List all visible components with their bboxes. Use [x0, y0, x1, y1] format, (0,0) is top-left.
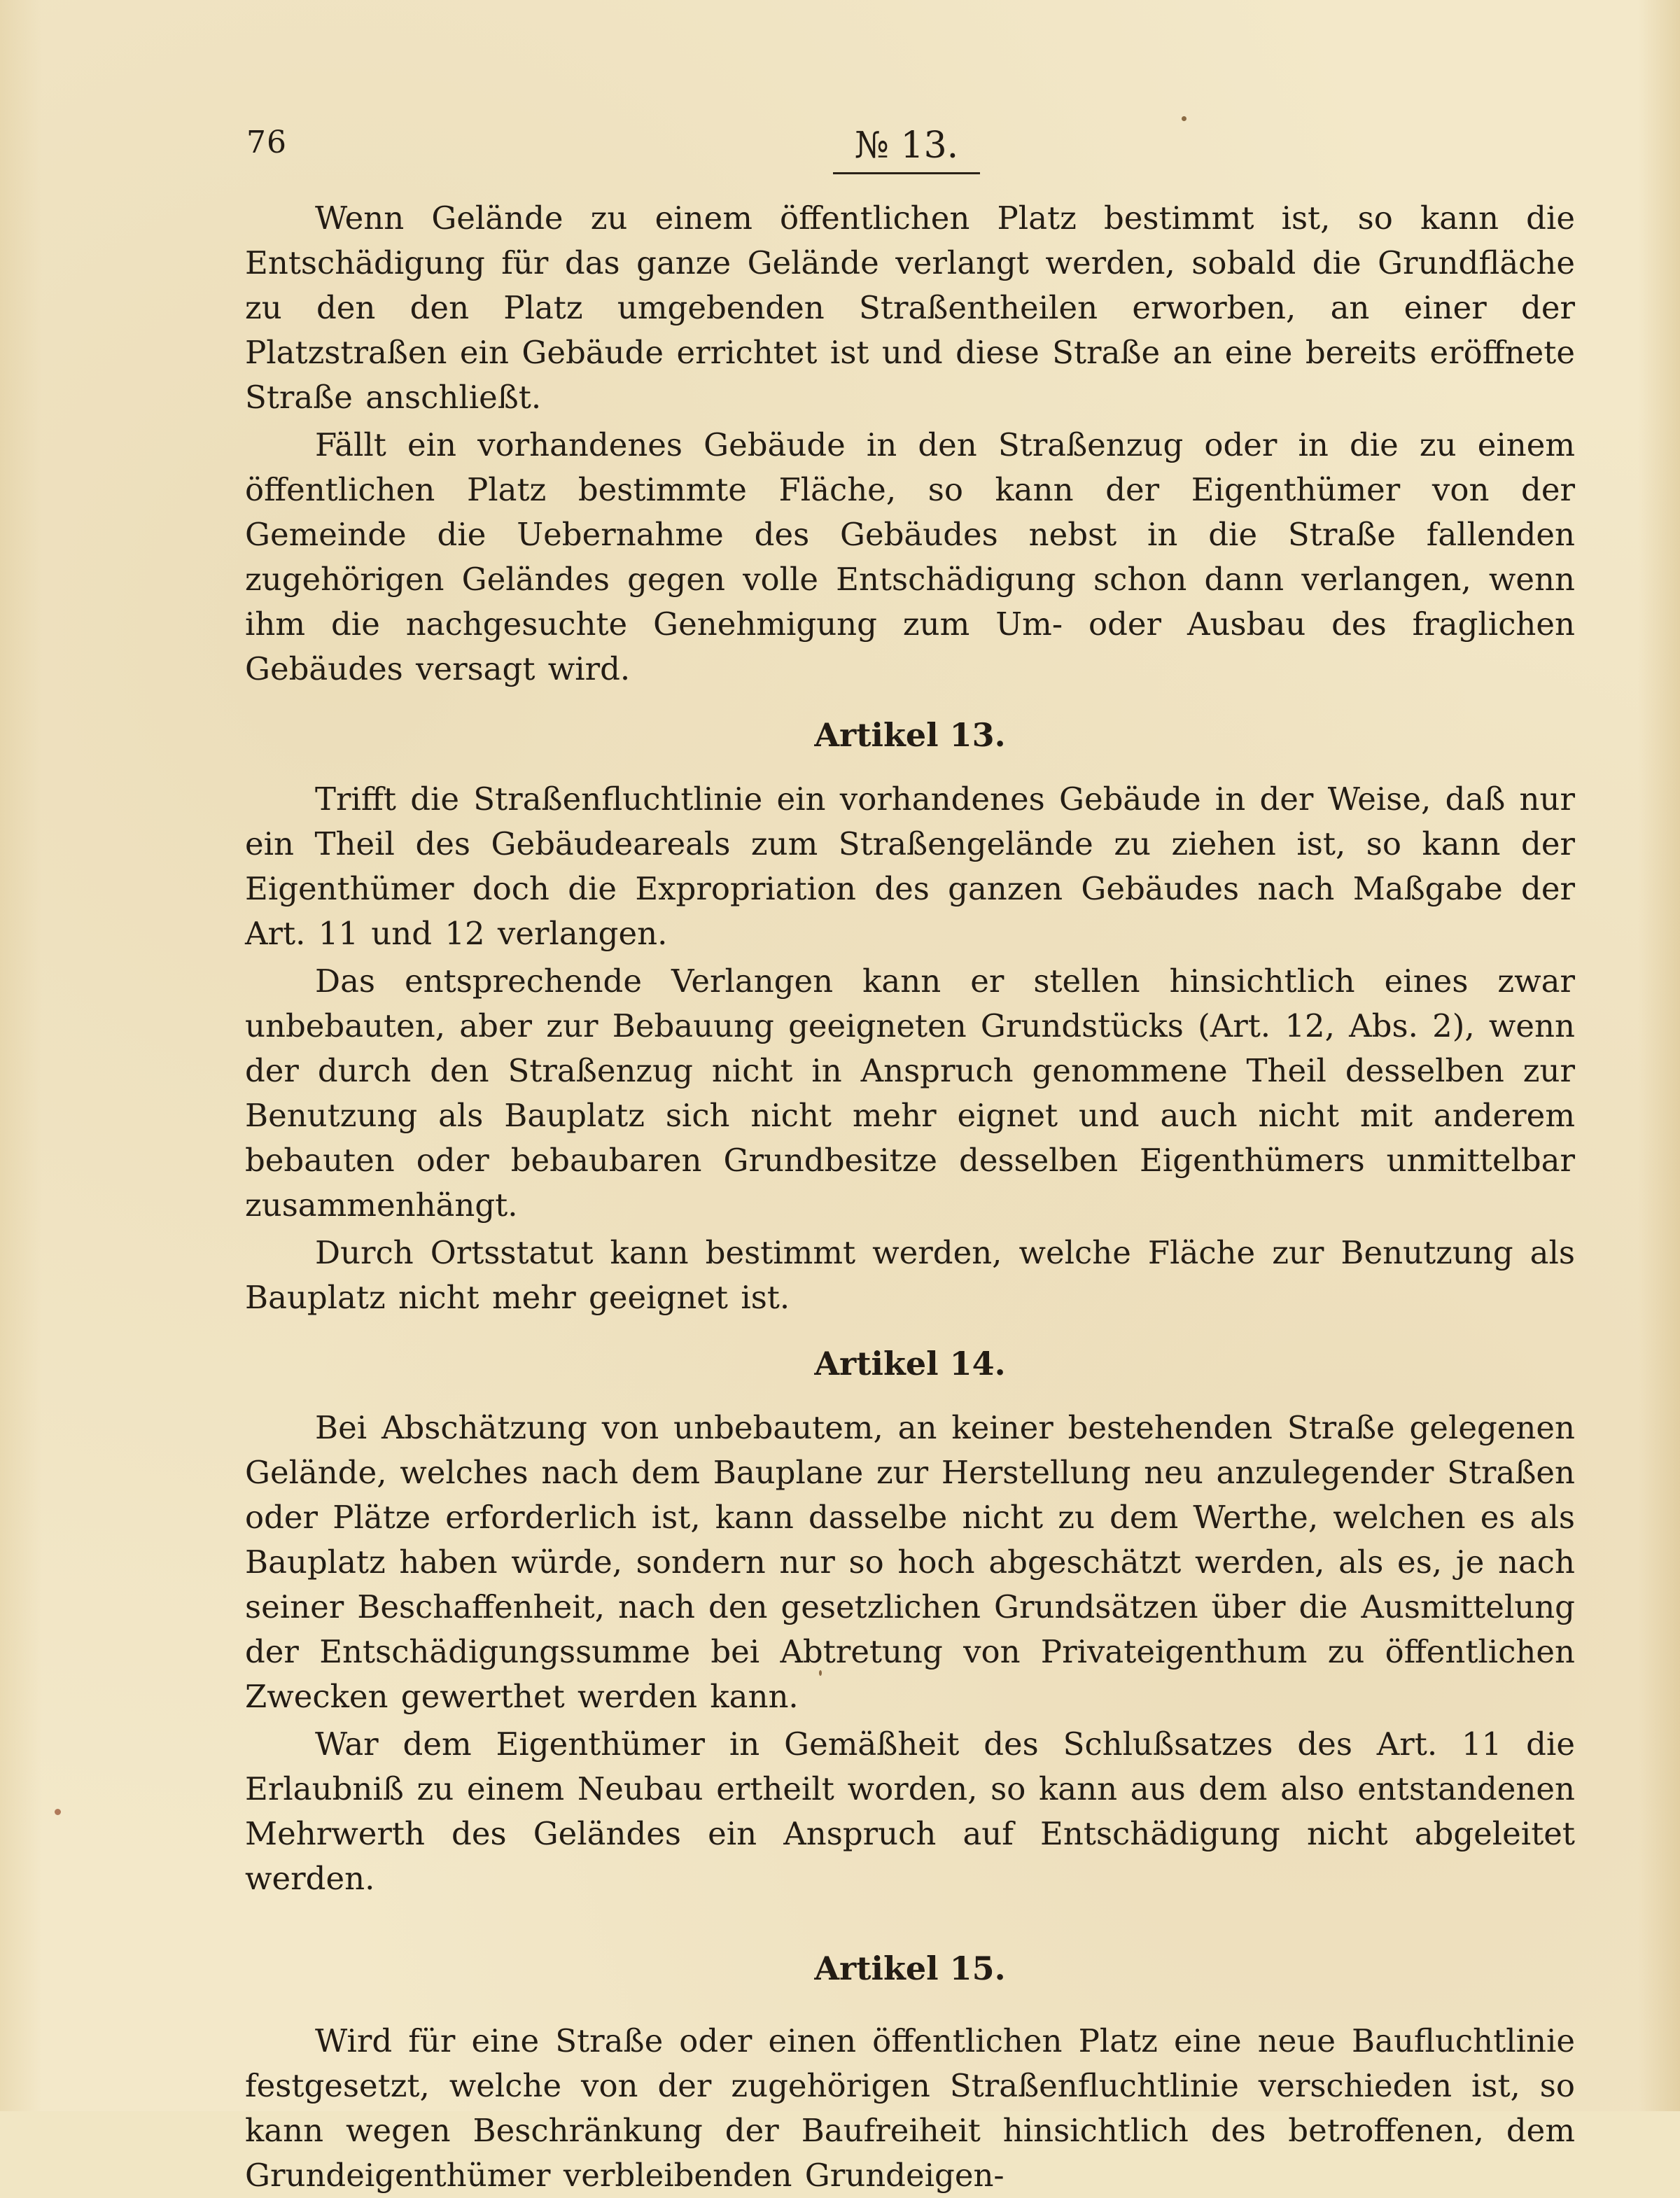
paper-speck	[819, 1670, 822, 1676]
paper-speck	[1182, 116, 1186, 121]
paragraph: Durch Ortsstatut kann bestimmt werden, welche Fläche zur Benutzung als Bauplatz nicht mehr geeignet ist.	[245, 1234, 1575, 1316]
paragraph: Fällt ein vorhandenes Gebäude in den Straßenzug oder in die zu einem öffentlichen Platz bestimmte Fläche, so kann der Eigenthümer von der Gemeinde die Uebernahme des Gebäudes nebst in die Straße fallenden zugehörigen Geländes gegen volle Entschädigung schon dann verlangen, wenn ihm die nachgesuchte Genehmigung zum Um- oder Ausbau des fraglichen Gebäudes versagt wird.	[245, 426, 1575, 687]
article-heading: Artikel 14.	[814, 1345, 1006, 1382]
paragraph: Trifft die Straßenfluchtlinie ein vorhandenes Gebäude in der Weise, daß nur ein Theil des Gebäudeareals zum Straßengelände zu ziehen ist, so kann der Eigenthümer doch die Expropriation des ganzen Gebäudes nach Maßgabe der Art. 11 und 12 verlangen.	[245, 780, 1575, 952]
paper-speck	[55, 1809, 61, 1815]
paragraph: War dem Eigenthümer in Gemäßheit des Schlußsatzes des Art. 11 die Erlaubniß zu einem Neubau ertheilt worden, so kann aus dem also entstandenen Mehrwerth des Geländes ein Anspruch auf Entschädigung nicht abgeleitet werden.	[245, 1726, 1575, 1897]
paragraph: Das entsprechende Verlangen kann er stellen hinsichtlich eines zwar unbebauten, aber zur Bebauung geeigneten Grundstücks (Art. 12, Abs. 2), wenn der durch den Straßenzug nicht in Anspruch genommene Theil desselben zur Benutzung als Bauplatz sich nicht mehr eignet und auch nicht mit anderem bebauten oder bebaubaren Grundbesitze desselben Eigenthümers unmittelbar zusammenhängt.	[245, 962, 1575, 1224]
paragraph: Bei Abschätzung von unbebautem, an keiner bestehenden Straße gelegenen Gelände, welches nach dem Bauplane zur Herstellung neu anzulegender Straßen oder Plätze erforderlich ist, kann dasselbe nicht zu dem Werthe, welchen es als Bauplatz haben würde, sondern nur so hoch abgeschätzt werden, als es, je nach seiner Beschaffenheit, nach den gesetzlichen Grundsätzen über die Ausmittelung der Entschädigungssumme bei Abtretung von Privateigenthum zu öffentlichen Zwecken gewerthet werden kann.	[245, 1409, 1575, 1715]
page-number: 76	[246, 125, 287, 160]
article-heading: Artikel 15.	[814, 1949, 1006, 1987]
issue-number-underline	[833, 172, 980, 174]
body-text	[245, 196, 1575, 2198]
paragraph: Wenn Gelände zu einem öffentlichen Platz bestimmt ist, so kann die Entschädigung für das ganze Gelände verlangt werden, sobald die Grundfläche zu den den Platz umgebenden Straßentheilen erworben, an einer der Platzstraßen ein Gebäude errichtet ist und diese Straße an eine bereits eröffnete Straße anschließt.	[245, 200, 1575, 416]
article-heading: Artikel 13.	[814, 716, 1006, 754]
issue-number: № 13.	[854, 125, 959, 167]
paragraph: Wird für eine Straße oder einen öffentlichen Platz eine neue Baufluchtlinie festgesetzt, welche von der zugehörigen Straßenfluchtlinie verschieden ist, so kann wegen Beschränkung der Baufreiheit hinsichtlich des betroffenen, dem Grundeigenthümer verbleibenden Grundeigen-	[245, 2022, 1575, 2194]
